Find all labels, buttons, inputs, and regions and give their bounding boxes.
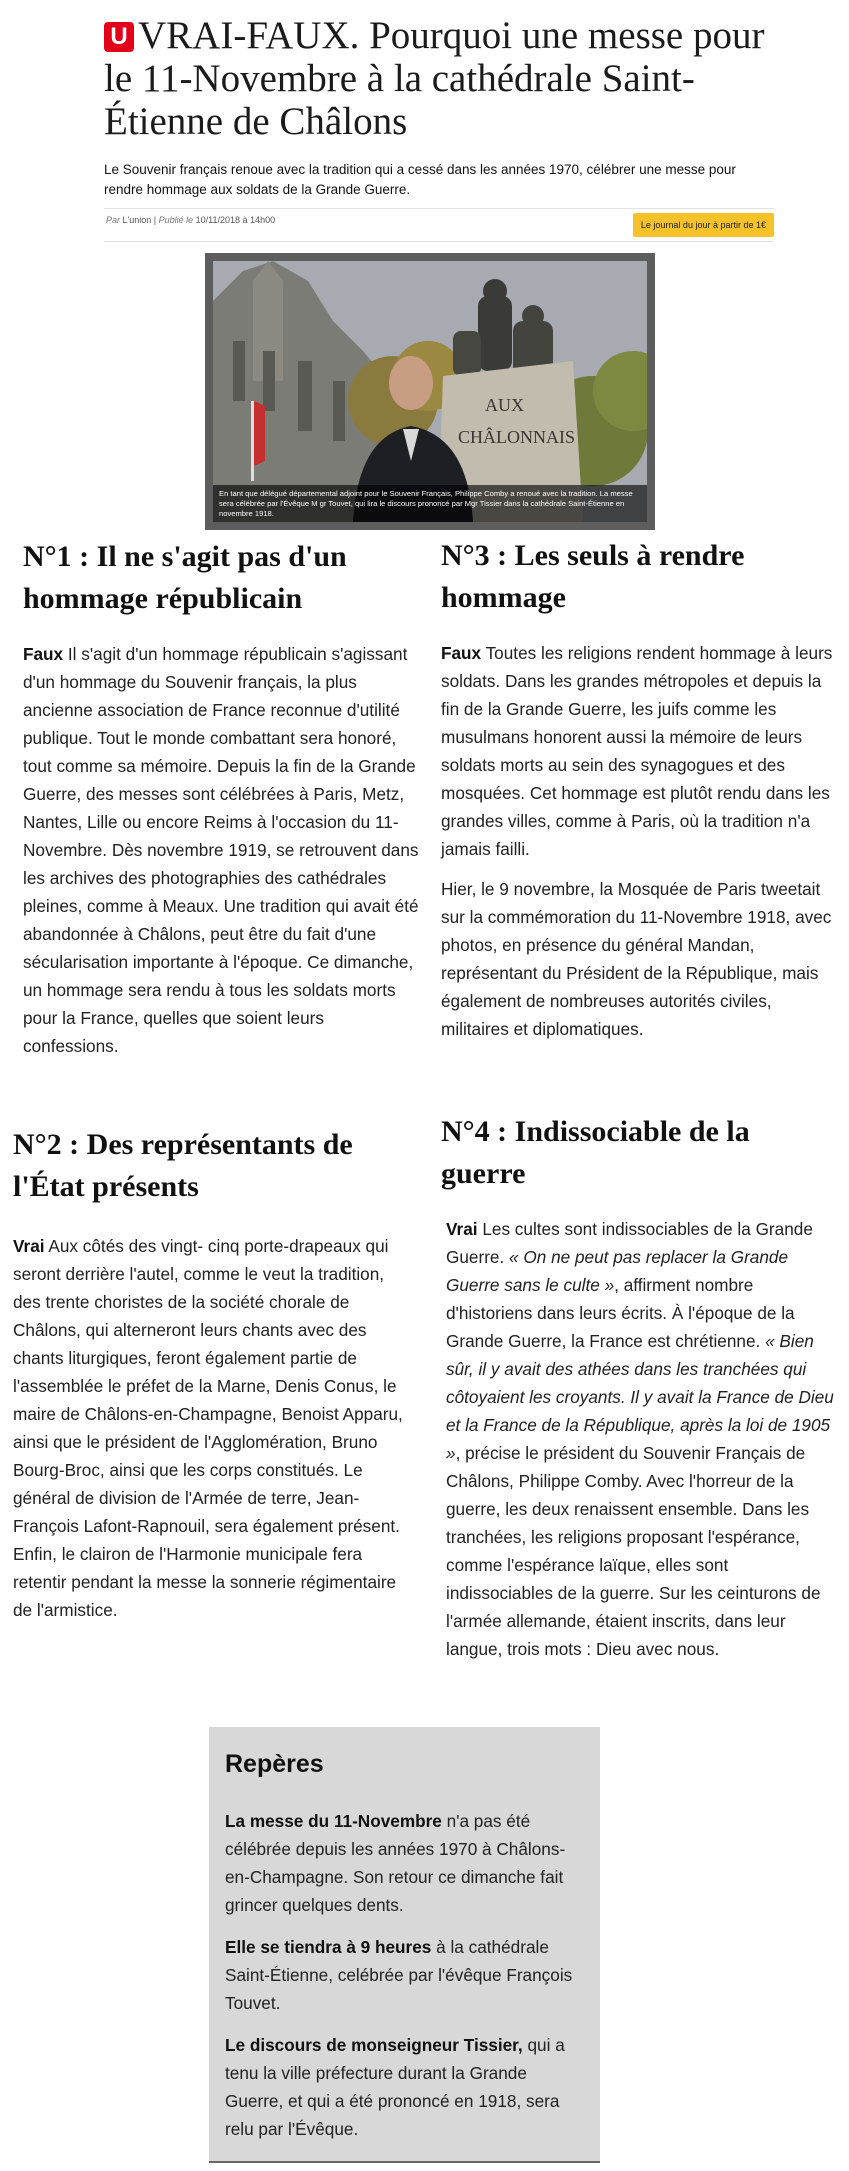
section-4-verdict: Vrai — [446, 1219, 478, 1239]
monument-inscription-1: AUX — [485, 395, 524, 415]
article-title — [104, 14, 774, 143]
section-1-text: Il s'agit d'un hommage républicain s'agissant d'un hommage du Souvenir français, la plus ancienne association de France reconnue d'utilité publique. Tout le monde combattant sera honoré, tout comme sa mémoire. Depuis la fin de la Grande Guerre, des messes sont célébrées à Paris, Metz, Nantes, Lille ou encore Reims à l'occasion du 11-Novembre. Dès novembre 1919, se retrouvent dans les archives des photographies des cathédrales pleines, comme à Meaux. Une tradition qui avait été abandonnée à Châlons, peut être du fait d'une sécularisation importante à l'époque. Ce dimanche, un hommage sera rendu à tous les soldats morts pour la France, quelles que soient leurs confessions. — [23, 644, 419, 1056]
article-photo-frame — [205, 253, 655, 530]
reperes-title: Repères — [225, 1750, 324, 1778]
reperes-item — [225, 1807, 586, 1919]
reperes-item-2-text: à la cathédrale Saint-Étienne, celébrée par l'évêque François Touvet. — [225, 1937, 573, 2013]
section-3-verdict: Faux — [441, 643, 482, 663]
section-2-verdict: Vrai — [13, 1236, 45, 1256]
section-2-heading: N°2 : Des représentants de l'État présents — [13, 1128, 353, 1203]
section-4-body — [441, 1215, 837, 1663]
subscribe-button[interactable]: Le journal du jour à partir de 1€ — [633, 213, 774, 237]
reperes-item-3-text: qui a tenu la ville préfecture durant la Grande Guerre, et qui a été prononcé en 1918, sera relu par l'Évêque. — [225, 2035, 565, 2139]
byline: Par L'union | Publié le 10/11/2018 à 14h00 — [106, 215, 276, 225]
section-1-body — [23, 640, 423, 1060]
section-2 — [13, 1124, 413, 1624]
byline-published-prefix: Publié le — [158, 215, 194, 225]
byline-bar — [104, 208, 774, 242]
byline-date: 10/11/2018 à 14h00 — [195, 215, 276, 225]
section-4-text-a: Les cultes sont indissociables de la Grande Guerre. — [446, 1219, 813, 1267]
article-header — [104, 14, 774, 143]
section-3-text: Toutes les religions rendent hommage à leurs soldats. Dans les grandes métropoles et depuis la fin de la Grande Guerre, les juifs comme les musulmans honorent aussi la mémoire de leurs soldats morts au sein des synagogues et des mosquées. Cet hommage est plutôt rendu dans les grandes villes, comme à Paris, où la tradition n'a jamais failli. — [441, 643, 833, 859]
reperes-item-1-text: n'a pas été célébrée depuis les années 1970 à Châlons-en-Champagne. Son retour ce dimanche fait grincer quelques dents. — [225, 1811, 566, 1915]
section-1 — [23, 536, 423, 1060]
section-3 — [441, 535, 837, 1043]
reperes-item-1-bold: La messe du 11-Novembre — [225, 1811, 442, 1831]
byline-prefix: Par — [106, 215, 121, 225]
article-title-text: VRAI-FAUX. Pourquoi une messe pour le 11-Novembre à la cathédrale Saint-Étienne de Châlons — [104, 14, 765, 143]
section-3-heading: N°3 : Les seuls à rendre hommage — [441, 539, 745, 614]
section-4-text-b: , affirment nombre d'historiens dans leurs écrits. À l'époque de la Grande Guerre, la France est chrétienne. — [446, 1275, 795, 1351]
byline-author[interactable]: L'union — [122, 215, 152, 225]
photo-caption: En tant que délégué départemental adjoint pour le Souvenir Français, Philippe Comby a renoué avec la tradition. La messe sera célébrée par l'Évêque M gr Touvet, qui lira le discours prononcé par Mgr Tissier dans la cathédrale Saint-Étienne en novembre 1918. — [213, 485, 647, 522]
section-2-body — [13, 1232, 413, 1624]
photo-illustration — [213, 261, 647, 522]
section-3-body-2: Hier, le 9 novembre, la Mosquée de Paris tweetait sur la commémoration du 11-Novembre 1918, avec photos, en présence du général Mandan, représentant du Président de la République, mais également de nombreuses autorités civiles, militaires et diplomatiques. — [441, 879, 832, 1039]
article-photo[interactable] — [213, 261, 647, 522]
reperes-item — [225, 2031, 586, 2143]
reperes-item-2-bold: Elle se tiendra à 9 heures — [225, 1937, 432, 1957]
section-2-text: Aux côtés des vingt- cinq porte-drapeaux qui seront derrière l'autel, comme le veut la tradition, des trente choristes de la société chorale de Châlons, qui alterneront leurs chants avec des chants liturgiques, feront également partie de l'assemblée le préfet de la Marne, Denis Conus, le maire de Châlons-en-Champagne, Benoist Apparu, ainsi que le président de l'Agglomération, Bruno Bourg-Broc, ainsi que les corps constitués. Le général de division de l'Armée de terre, Jean-François Lafont-Rapnouil, sera également présent. Enfin, le clairon de l'Harmonie municipale fera retentir pendant la messe la sonnerie régimentaire de l'armistice. — [13, 1236, 403, 1620]
reperes-box — [209, 1727, 600, 2163]
monument-inscription-2: CHÂLONNAIS — [458, 427, 575, 447]
section-1-verdict: Faux — [23, 644, 64, 664]
section-4 — [441, 1111, 837, 1663]
lunion-logo[interactable]: U — [104, 22, 134, 52]
article-lede: Le Souvenir français renoue avec la tradition qui a cessé dans les années 1970, célébrer une messe pour rendre hommage aux soldats de la Grande Guerre. — [104, 162, 736, 197]
reperes-item-3-bold: Le discours de monseigneur Tissier, — [225, 2035, 523, 2055]
section-4-quote-1: « On ne peut pas replacer la Grande Guerre sans le culte » — [446, 1247, 789, 1295]
reperes-item — [225, 1933, 586, 2017]
section-3-body — [441, 639, 837, 863]
section-4-quote-2: « Bien sûr, il y avait des athées dans les tranchées qui côtoyaient les croyants. Il y avait la France de Dieu et la France de la République, après la loi de 1905 » — [446, 1331, 834, 1463]
section-4-text-c: , précise le président du Souvenir Français de Châlons, Philippe Comby. Avec l'horreur de la guerre, les deux renaissent ensemble. Dans les tranchées, les religions proposant l'espérance, comme l'espérance laïque, elles sont indissociables de la guerre. Sur les ceinturons de l'armée allemande, étaient inscrits, dans leur langue, trois mots : Dieu avec nous. — [446, 1443, 821, 1659]
section-4-heading: N°4 : Indissociable de la guerre — [441, 1115, 750, 1190]
section-1-heading: N°1 : Il ne s'agit pas d'un hommage républicain — [23, 540, 347, 615]
